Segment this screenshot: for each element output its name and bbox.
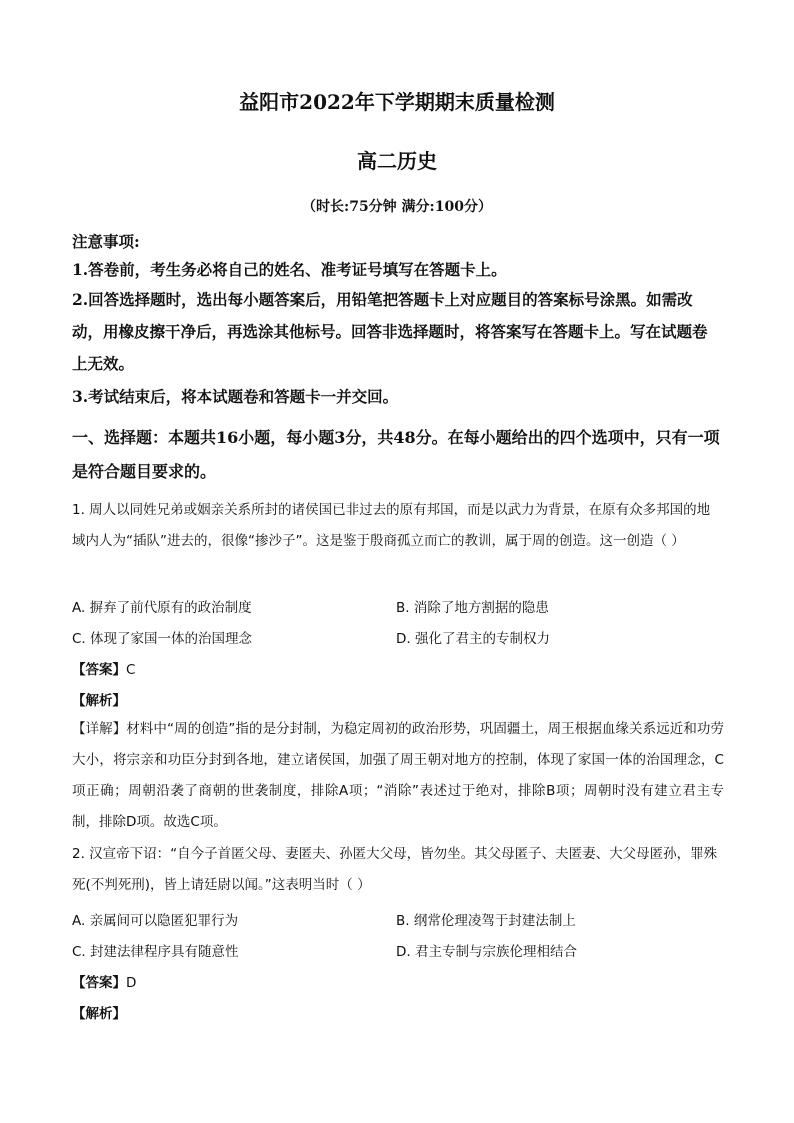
- question-1-option-a: A. 摒弃了前代原有的政治制度: [72, 600, 252, 616]
- question-1-option-d: D. 强化了君主的专制权力: [396, 631, 550, 647]
- question-1-option-b: B. 消除了地方割据的隐患: [396, 600, 549, 616]
- question-1-option-c: C. 体现了家国一体的治国理念: [72, 631, 253, 647]
- notes-item-2: 2.回答选择题时，选出每小题答案后，用铅笔把答题卡上对应题目的答案标号涂黑。如需改动，用橡皮擦干净后，再选涂其他标号。回答非选择题时，将答案写在答题卡上。写在试题卷上无效。: [72, 290, 708, 373]
- question-1-answer-value: C: [126, 662, 136, 678]
- question-2-answer: [72, 971, 136, 991]
- question-1-analysis-tag: 【解析】: [72, 693, 126, 709]
- notes-item-1: 1.答卷前，考生务必将自己的姓名、准考证号填写在答题卡上。: [72, 260, 507, 279]
- notes-item-3: 3.考试结束后，将本试题卷和答题卡一并交回。: [72, 387, 399, 406]
- question-2-answer-value: D: [126, 975, 137, 991]
- question-1-detail: 【详解】材料中“周的创造”指的是分封制，为稳定周初的政治形势，巩固疆土，周王根据血缘关系远近和功劳大小，将宗亲和功臣分封到各地，建立诸侯国，加强了周王朝对地方的控制，体现了家国一体的治国理念，C项正确；周朝沿袭了商朝的世袭制度，排除A项；“消除”表述过于绝对，排除B项；周朝时没有建立君主专制，排除D项。故选C项。: [72, 721, 724, 830]
- question-2-stem: 2. 汉宣帝下诏：“自今子首匿父母、妻匿夫、孙匿大父母，皆勿坐。其父母匿子、夫匿妻、大父母匿孙，罪殊死(不判死刑)，皆上请廷尉以闻。”这表明当时（ ）: [72, 846, 718, 893]
- question-2-option-d: D. 君主专制与宗族伦理相结合: [396, 944, 577, 960]
- notes-heading: 注意事项:: [72, 232, 140, 251]
- exam-title: 益阳市2022年下学期期末质量检测: [239, 90, 555, 114]
- exam-subject: 高二历史: [357, 149, 437, 173]
- question-2-option-a: A. 亲属间可以隐匿犯罪行为: [72, 913, 239, 929]
- question-1-stem: 1. 周人以同姓兄弟或姻亲关系所封的诸侯国已非过去的原有邦国，而是以武力为背景，在原有众多邦国的地域内人为“插队”进去的，很像“掺沙子”。这是鉴于殷商孤立而亡的教训，属于周的创造。这一创造（ ）: [72, 502, 711, 549]
- exam-time-info: （时长:75分钟 满分:100分）: [302, 199, 492, 215]
- question-2-option-c: C. 封建法律程序具有随意性: [72, 944, 239, 960]
- question-1-answer-tag: 【答案】: [72, 662, 126, 678]
- question-1-answer: [72, 658, 135, 678]
- question-2-option-b: B. 纲常伦理凌驾于封建法制上: [396, 913, 576, 929]
- question-2-analysis-tag: 【解析】: [72, 1006, 126, 1022]
- section-1-heading: 一、选择题：本题共16小题，每小题3分，共48分。在每小题给出的四个选项中，只有一项是符合题目要求的。: [72, 428, 720, 481]
- question-2-answer-tag: 【答案】: [72, 975, 126, 991]
